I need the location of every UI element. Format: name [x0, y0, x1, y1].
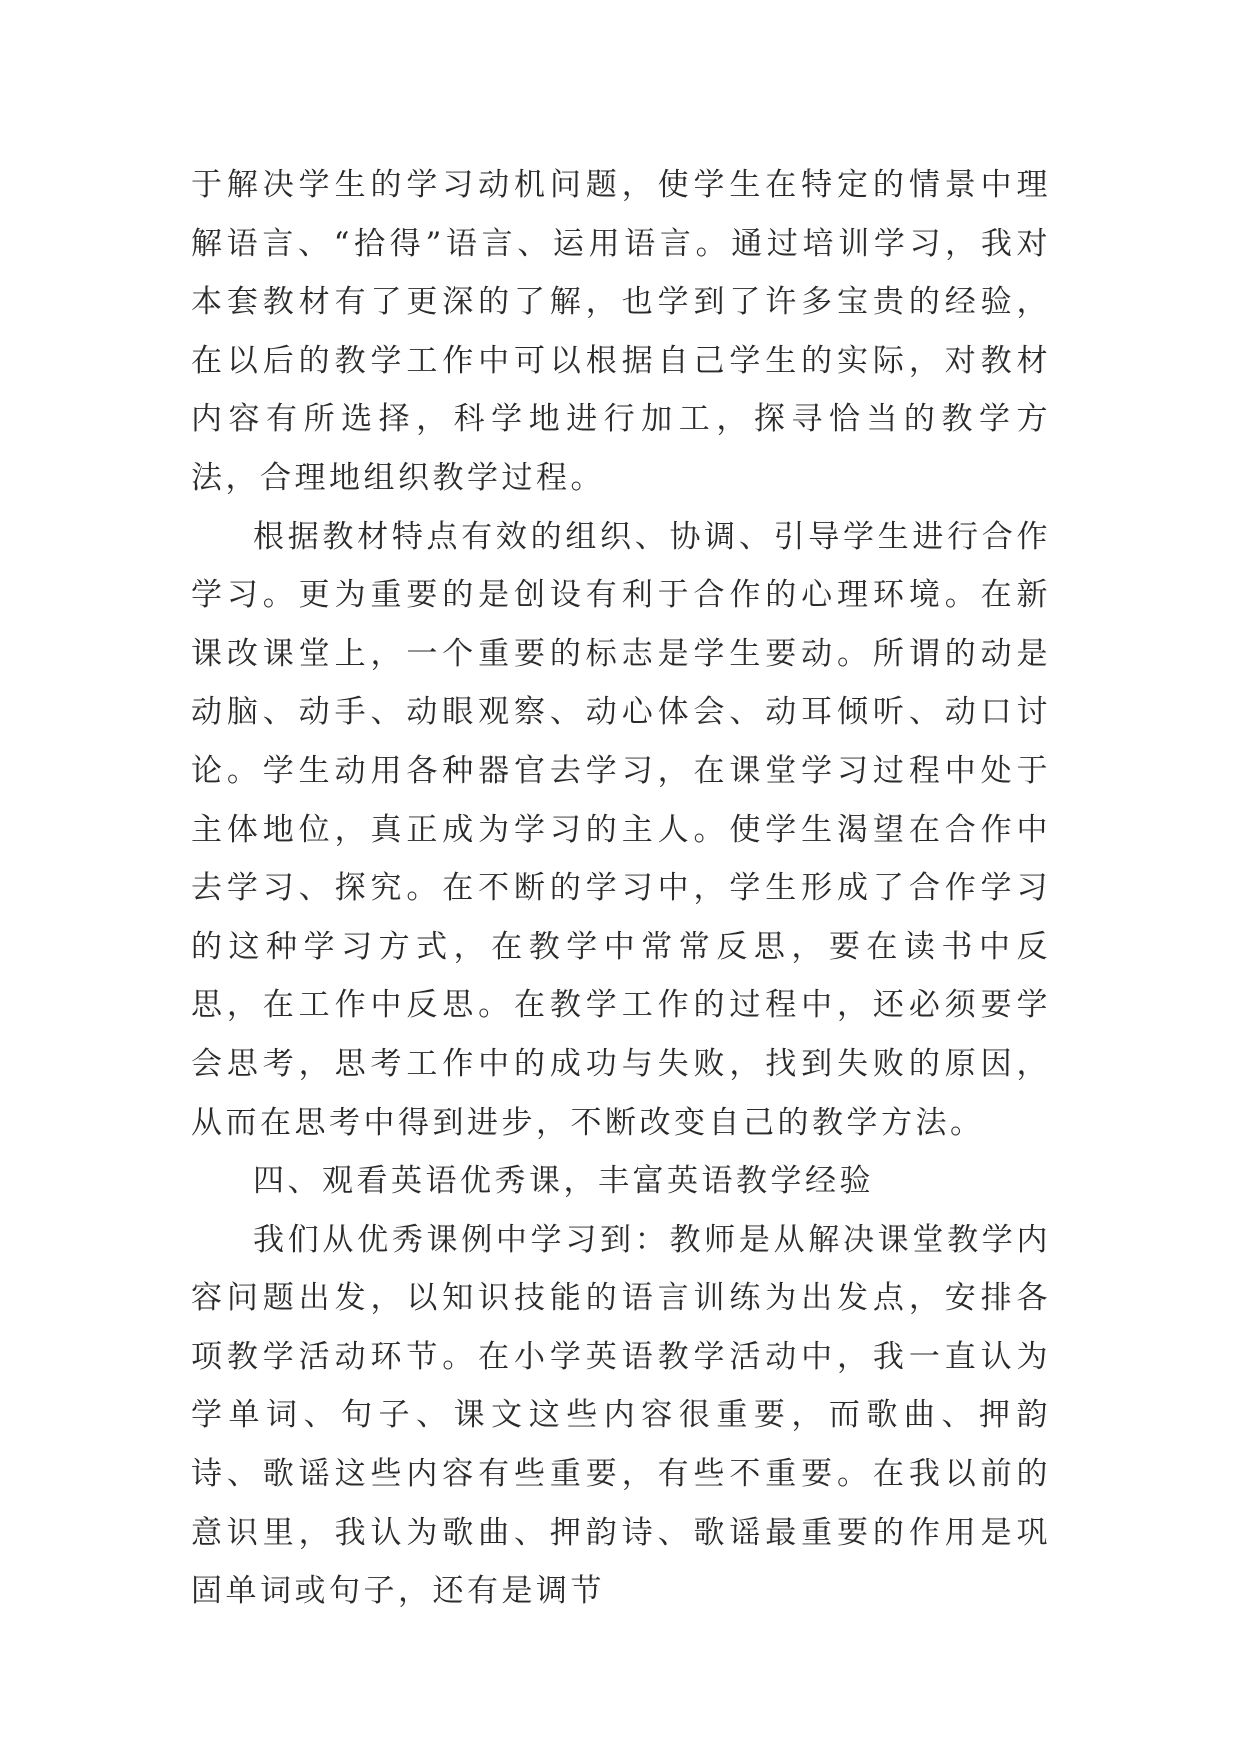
paragraph-excellent-lessons: 我们从优秀课例中学习到：教师是从解决课堂教学内容问题出发，以知识技能的语言训练为出发点，安排各项教学活动环节。在小学英语教学活动中，我一直认为学单词、句子、课文这些内容很重要，而歌曲、押韵诗、歌谣这些内容有些重要，有些不重要。在我以前的意识里，我认为歌曲、押韵诗、歌谣最重要的作用是巩固单词或句子，还有是调节 [191, 1221, 1051, 1610]
body-text [191, 156, 1051, 1621]
paragraph-cooperative-learning: 根据教材特点有效的组织、协调、引导学生进行合作学习。更为重要的是创设有利于合作的心理环境。在新课改课堂上，一个重要的标志是学生要动。所谓的动是动脑、动手、动眼观察、动心体会、动耳倾听、动口讨论。学生动用各种器官去学习，在课堂学习过程中处于主体地位，真正成为学习的主人。使学生渴望在合作中去学习、探究。在不断的学习中，学生形成了合作学习的这种学习方式，在教学中常常反思，要在读书中反思，在工作中反思。在教学工作的过程中，还必须要学会思考，思考工作中的成功与失败，找到失败的原因，从而在思考中得到进步，不断改变自己的教学方法。 [191, 518, 1051, 1141]
section-heading: 四、观看英语优秀课，丰富英语教学经验 [253, 1163, 874, 1200]
paragraph-continued: 于解决学生的学习动机问题，使学生在特定的情景中理解语言、“拾得”语言、运用语言。通过培训学习，我对本套教材有了更深的了解，也学到了许多宝贵的经验，在以后的教学工作中可以根据自己学生的实际，对教材内容有所选择，科学地进行加工，探寻恰当的教学方法，合理地组织教学过程。 [191, 167, 1051, 496]
